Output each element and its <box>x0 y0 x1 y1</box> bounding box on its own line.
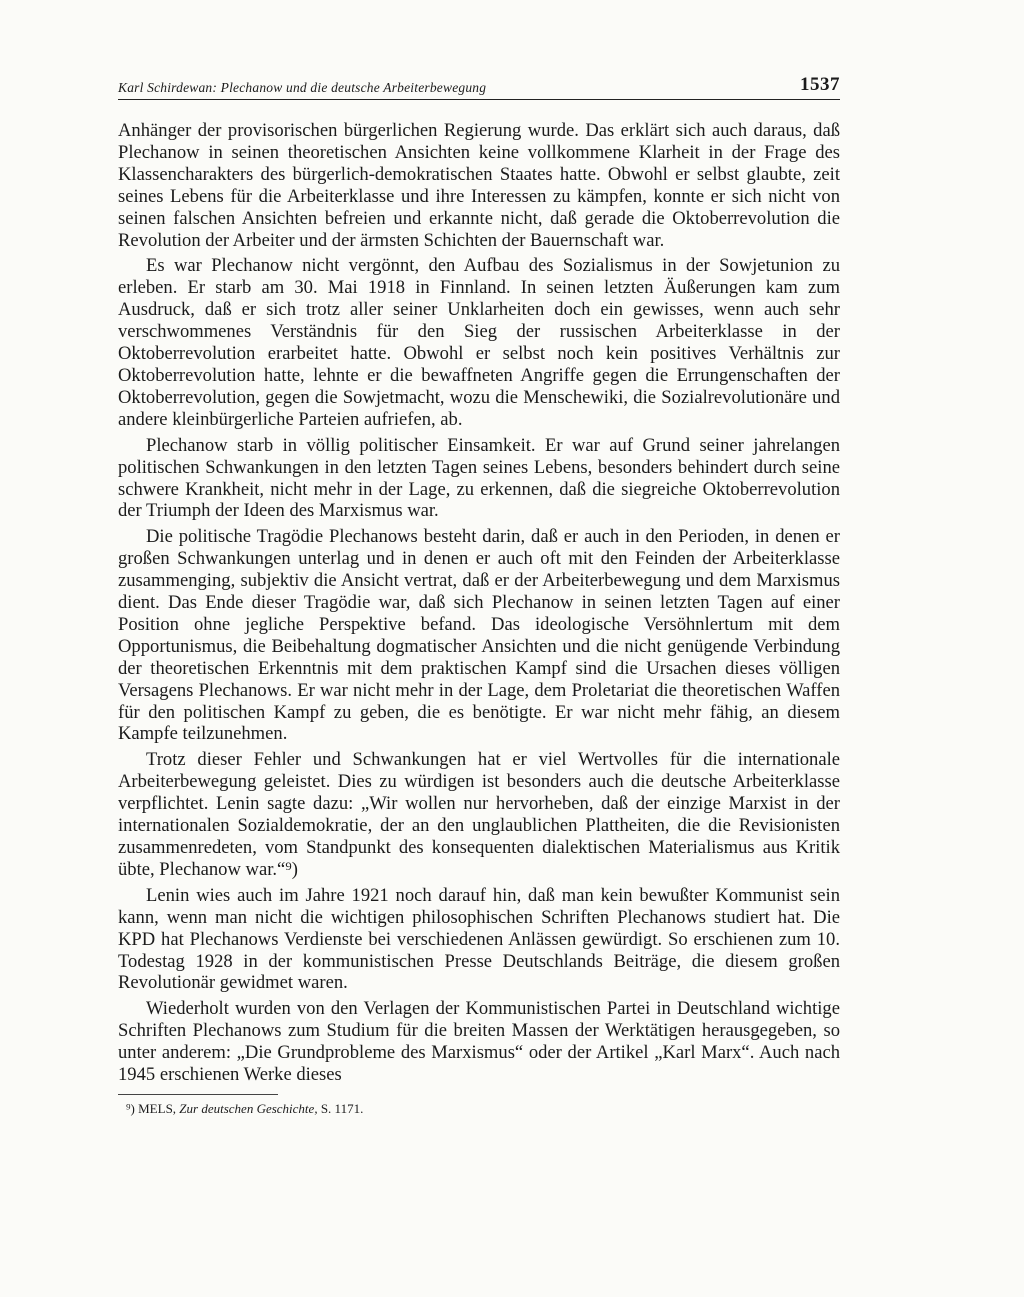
paragraph: Plechanow starb in völlig politischer Einsamkeit. Er war auf Grund seiner jahrelangen politischen Schwankungen in den letzten Tagen seines Lebens, besonders behindert durch seine schwere Krankheit, nicht mehr in der Lage, zu erkennen, daß die siegreiche Oktoberrevolution der Triumph der Ideen des Marxismus war. <box>118 434 840 522</box>
page-number: 1537 <box>800 74 840 95</box>
book-page <box>118 72 840 1117</box>
paragraph: Es war Plechanow nicht vergönnt, den Aufbau des Sozialismus in der Sowjetunion zu erleben. Er starb am 30. Mai 1918 in Finnland. In seinen letzten Äußerungen kam zum Ausdruck, daß er sich trotz aller seiner Unklarheiten doch ein gewisses, wenn auch sehr verschwommenes Verständnis für den Sieg der russischen Arbeiterklasse in der Oktoberrevolution erarbeitet hatte. Obwohl er selbst noch kein positives Verhältnis zur Oktoberrevolution hatte, lehnte er die bewaffneten Angriffe gegen die Errungenschaften der Oktoberrevolution, gegen die Sowjetmacht, wozu die Menschewiki, die Sozialrevolutionäre und andere kleinbürgerliche Parteien aufriefen, ab. <box>118 255 840 430</box>
paragraph: Anhänger der provisorischen bürgerlichen Regierung wurde. Das erklärt sich auch daraus, daß Plechanow in seinen theoretischen Ansichten keine vollkommene Klarheit in der Frage des Klassencharakters des bürgerlich-demokratischen Staates hatte. Obwohl er selbst glaubte, zeit seines Lebens für die Arbeiterklasse und ihre Interessen zu kämpfen, konnte er sich nicht von seinen falschen Ansichten befreien und erkannte nicht, daß gerade die Oktoberrevolution die Revolution der Arbeiter und der ärmsten Schichten der Bauernschaft war. <box>118 120 840 251</box>
footnote-marker: ⁹) <box>126 1100 135 1116</box>
body-text <box>118 120 840 1086</box>
footnote-page: S. 1171. <box>320 1100 364 1116</box>
footnote-source: MELS, <box>138 1100 177 1116</box>
paragraph: Wiederholt wurden von den Verlagen der Kommunistischen Partei in Deutschland wichtige Schriften Plechanows zum Studium für die breiten Massen der Werktätigen herausgegeben, so unter anderem: „Die Grundprobleme des Marxismus“ oder der Artikel „Karl Marx“. Auch nach 1945 erschienen Werke dieses <box>118 998 840 1086</box>
running-header <box>118 72 840 100</box>
running-title: Karl Schirdewan: Plechanow und die deutsche Arbeiterbewegung <box>118 80 487 95</box>
paragraph: Die politische Tragödie Plechanows besteht darin, daß er auch in den Perioden, in denen er großen Schwankungen unterlag und in denen er auch oft mit den Feinden der Arbeiterklasse zusammenging, subjektiv die Ansicht vertrat, daß er der Arbeiterbewegung und dem Marxismus dient. Das Ende dieser Tragödie war, daß sich Plechanow in seinen letzten Tagen auf einer Position ohne jegliche Perspektive befand. Das ideologische Versöhnlertum mit dem Opportunismus, die Beibehaltung dogmatischer Ansichten und die nicht genügende Verbindung der theoretischen Erkenntnis mit dem praktischen Kampf sind die Ursachen dieses völligen Versagens Plechanows. Er war nicht mehr in der Lage, dem Proletariat die theoretischen Waffen für den politischen Kampf zu geben, die es benötigte. Er war nicht mehr fähig, an diesem Kampfe teilzunehmen. <box>118 526 840 745</box>
paragraph: Trotz dieser Fehler und Schwankungen hat er viel Wertvolles für die internationale Arbeiterbewegung geleistet. Dies zu würdigen ist besonders auch die deutsche Arbeiterklasse verpflichtet. Lenin sagte dazu: „Wir wollen nur hervorheben, daß der einzige Marxist in der internationalen Sozialdemokratie, der an den unglaublichen Plattheiten, die die Revisionisten zusammenredeten, vom Standpunkt des konsequenten dialektischen Materialismus aus Kritik übte, Plechanow war.“⁹) <box>118 749 840 880</box>
footnote-divider <box>118 1094 278 1095</box>
paragraph: Lenin wies auch im Jahre 1921 noch darauf hin, daß man kein bewußter Kommunist sein kann, wenn man nicht die wichtigen philosophischen Schriften Plechanows studiert hat. Die KPD hat Plechanows Verdienste bei verschiedenen Anlässen gewürdigt. So erschienen zum 10. Todestag 1928 in der kommunistischen Presse Deutschlands Beiträge, die diesem großen Revolutionär gewidmet waren. <box>118 884 840 994</box>
footnote-title: Zur deutschen Geschichte, <box>179 1100 318 1116</box>
footnote <box>118 1101 840 1117</box>
